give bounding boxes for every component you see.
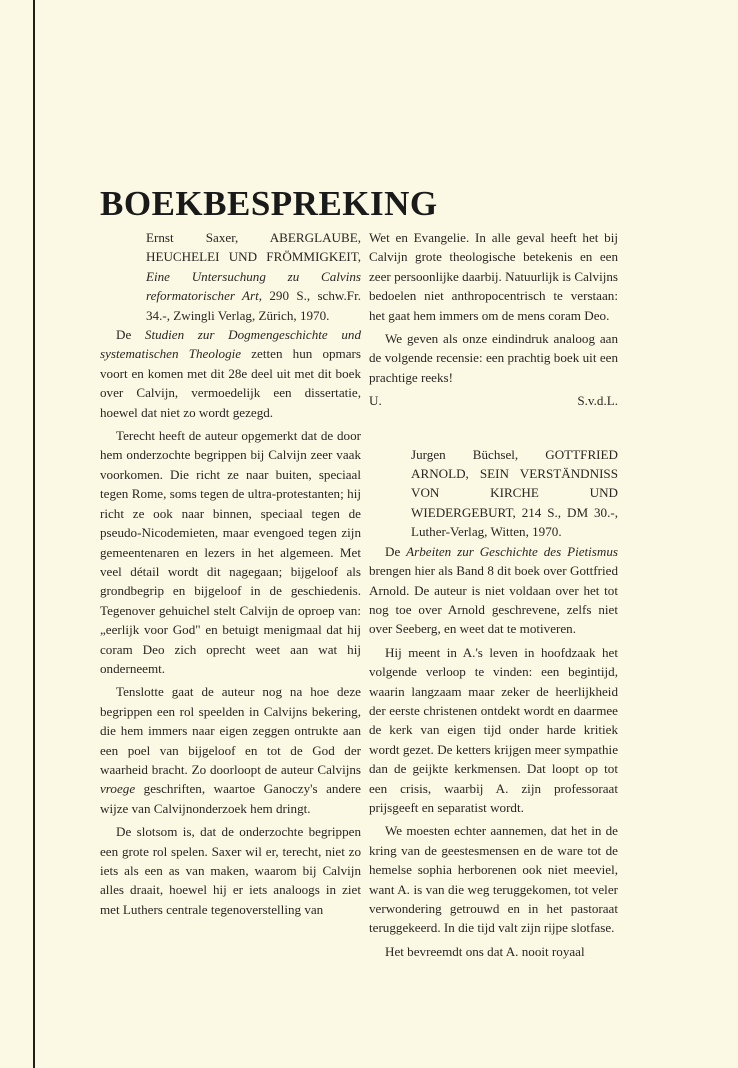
citation-author: Jurgen Büchsel, — [411, 446, 546, 462]
section-spacer — [369, 411, 618, 445]
series-title: Studien zur Dogmengeschichte und systematischen Theologie — [100, 327, 361, 362]
paragraph-rest: zetten hun opmars voort en komen met dit 28e deel uit met dit boek over Calvijn, vermoedelijk een dissertatie, hoewel dat niet zo wordt gezegd. — [100, 346, 362, 420]
paragraph-rest: brengen hier als Band 8 dit boek over Gottfried Arnold. De auteur is niet voldaan over het tot nog toe over Arnold geschrevene, zelfs niet over Seeberg, en weet dat te motiveren. — [369, 563, 618, 637]
right-column — [369, 228, 618, 965]
series-title: Arbeiten zur Geschichte des Pietismus — [406, 543, 618, 559]
paragraph: Hij meent in A.'s leven in hoofdzaak het volgende verloop te vinden: een begintijd, waarin langzaam maar zeker de heerlijkheid der eerste christenen ontdekt wordt en daarmee de kerk van eigen tijd onder harde kritiek wordt gezet. De ketters krijgen meer sympathie dan de geijkte kerkmensen. Dat loopt op tot een crisis, waarbij A. zijn professoraat prijsgeeft en separatist wordt. — [369, 644, 618, 815]
paragraph: De slotsom is, dat de onderzochte begrippen een grote rol spelen. Saxer wil er, terecht, niet zo iets als een as van maken, waarom bij Calvijn alles draait, hoewel hij er iets analoogs in ziet met Luthers centrale tegenoverstelling van — [100, 824, 361, 917]
citation-details: 214 S., DM 30.-, Luther-Verlag, Witten, 1970. — [411, 504, 618, 540]
scan-edge-line — [33, 0, 35, 1068]
paragraph: Wet en Evangelie. In alle geval heeft het bij Calvijn grote theologische betekenis en een zeer persoonlijke daarbij. Natuurlijk is Calvijns bedoelen niet anthropocentrisch te verstaan: het gaat hem immers om de mens coram Deo. — [369, 230, 618, 323]
paragraph — [369, 542, 618, 639]
emphasis: vroege — [100, 781, 136, 797]
paragraph: Het bevreemdt ons dat A. nooit royaal — [385, 943, 585, 959]
citation-details: 290 S., schw.Fr. 34.-, Zwingli Verlag, Zürich, 1970. — [146, 288, 361, 323]
signature-left: U. — [369, 393, 382, 409]
review-citation-buchsel — [369, 445, 618, 542]
citation-title: ABERGLAUBE, HEUCHELEI UND FRÖMMIGKEIT, — [146, 230, 361, 265]
signature-row — [369, 391, 618, 410]
paragraph-lead: De — [116, 327, 145, 343]
paragraph: We geven als onze eindindruk analoog aan de volgende recensie: een prachtig boek uit een prachtige reeks! — [369, 331, 618, 385]
paragraph-part: Tenslotte gaat de auteur nog na hoe deze begrippen een rol speelden in Calvijns bekering, die hem immers naar eigen zeggen ontrukte aan een poel van bijgeloof en tot de God der waarheid bracht. Zo doorloopt de auteur Calvijns — [100, 684, 361, 777]
review-citation-saxer — [100, 228, 361, 325]
paragraph: We moesten echter aannemen, dat het in de kring van de geestesmensen en de ware tot de hemelse sophia herborenen ook niet meeviel, want A. is van die weg teruggekomen, tot veler verwondering getrouwd en in het pastoraat teruggekeerd. In die tijd valt zijn rijpe slotfase. — [369, 823, 618, 936]
paragraph-lead: De — [385, 543, 407, 559]
page-title: BOEKBESPREKING — [100, 184, 438, 223]
paragraph — [100, 325, 361, 422]
signature-right: S.v.d.L. — [577, 393, 618, 409]
citation-title: GOTTFRIED ARNOLD, SEIN VERSTÄNDNISS VON KIRCHE UND WIEDERGEBURT, — [411, 446, 618, 520]
citation-subtitle: Eine Untersuchung zu Calvins reformatorischer Art, — [146, 268, 361, 304]
citation-author: Ernst Saxer, — [146, 230, 270, 245]
paragraph: Terecht heeft de auteur opgemerkt dat de door hem onderzochte begrippen bij Calvijn zeer vaak voorkomen. Die richt ze naar buiten, speciaal tegen Rome, soms tegen de ultra-protestanten; hij richt ze ook naar binnen, speciaal tegen de pseudo-Nicodemieten, maar evengoed tegen zijn gemeentenaren en lezers in het algemeen. Met veel détail wordt dit nagegaan; bijgeloof als grondbegrip en bijgeloof in de geschiedenis. Tegenover gehuichel stelt Calvijn de oproep van: „eerlijk voor God" en betuigt menigmaal dat hij coram Deo zich oprecht weet aan wat hij onderneemt. — [100, 428, 361, 676]
paragraph — [100, 682, 361, 818]
left-column — [100, 228, 361, 923]
paragraph-part: geschriften, waartoe Ganoczy's andere wijze van Calvijnonderzoek hem dringt. — [100, 781, 361, 816]
